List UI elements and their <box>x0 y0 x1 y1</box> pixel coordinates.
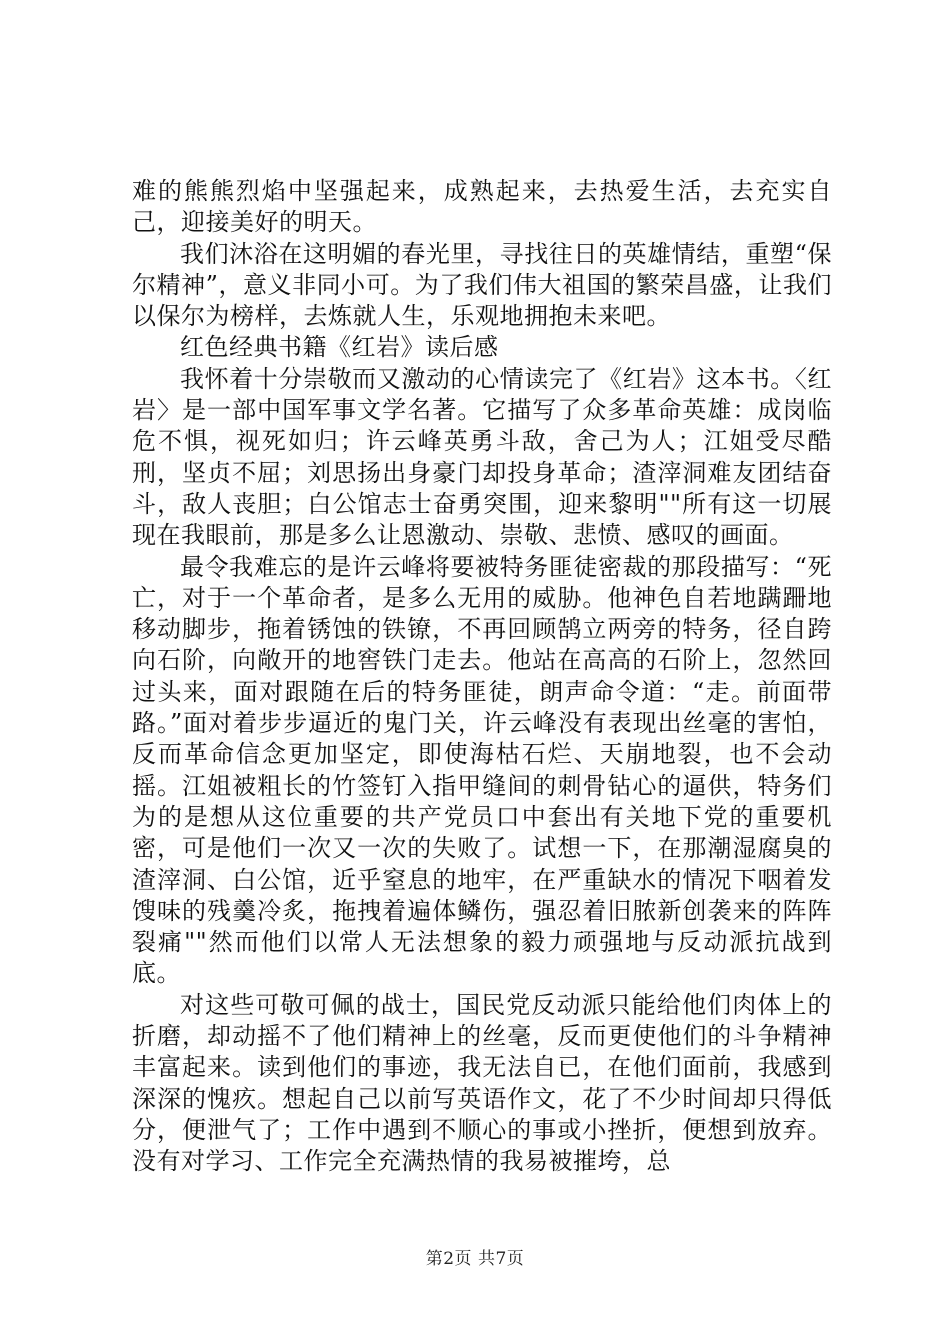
paragraph-4: 最令我难忘的是许云峰将要被特务匪徒密裁的那段描写：“死亡，对于一个革命者，是多么无用的威胁。他神色自若地蹒跚地移动脚步，拖着锈蚀的铁镣，不再回顾鹄立两旁的特务，径自跨向石阶，向敞开的地窖铁门走去。他站在高高的石阶上，忽然回过头来，面对跟随在后的特务匪徒，朗声命令道：“走。前面带路。”面对着步步逼近的鬼门关，许云峰没有表现出丝毫的害怕，反而革命信念更加坚定，即使海枯石烂、天崩地裂，也不会动摇。江姐被粗长的竹签钉入指甲缝间的刺骨钻心的逼供，特务们为的是想从这位重要的共产党员口中套出有关地下党的重要机密，可是他们一次又一次的失败了。试想一下，在那潮湿腐臭的渣滓洞、白公馆，近乎窒息的地牢，在严重缺水的情况下咽着发馊味的残羹冷炙，拖拽着遍体鳞伤，强忍着旧脓新创袭来的阵阵裂痛""然而他们以常人无法想象的毅力顽强地与反动派抗战到底。 <box>132 552 832 988</box>
paragraph-5: 对这些可敬可佩的战士，国民党反动派只能给他们肉体上的折磨，却动摇不了他们精神上的丝毫，反而更使他们的斗争精神丰富起来。读到他们的事迹，我无法自已，在他们面前，我感到深深的愧疚。想起自己以前写英语作文，花了不少时间却只得低分，便泄气了；工作中遇到不顺心的事或小挫折，便想到放弃。没有对学习、工作完全充满热情的我易被摧垮，总 <box>132 990 832 1176</box>
section-title: 红色经典书籍《红岩》读后感 <box>180 333 499 362</box>
page-footer: 第2页 共7页 <box>425 1249 525 1269</box>
paragraph-2: 我们沐浴在这明媚的春光里，寻找往日的英雄情结，重塑“保尔精神”，意义非同小可。为了我们伟大祖国的繁荣昌盛，让我们以保尔为榜样，去炼就人生，乐观地拥抱未来吧。 <box>132 239 832 331</box>
paragraph-3: 我怀着十分崇敬而又激动的心情读完了《红岩》这本书。〈红岩〉是一部中国军事文学名著。它描写了众多革命英雄：成岗临危不惧，视死如归；许云峰英勇斗敌，舍己为人；江姐受尽酷刑，坚贞不屈；刘思扬出身豪门却投身革命；渣滓洞难友团结奋斗，敌人丧胆；白公馆志士奋勇突围，迎来黎明""所有这一切展现在我眼前，那是多么让恩激动、崇敬、悲愤、感叹的画面。 <box>132 364 832 550</box>
document-body <box>132 176 832 1178</box>
paragraph-1: 难的熊熊烈焰中坚强起来，成熟起来，去热爱生活，去充实自己，迎接美好的明天。 <box>132 177 832 237</box>
